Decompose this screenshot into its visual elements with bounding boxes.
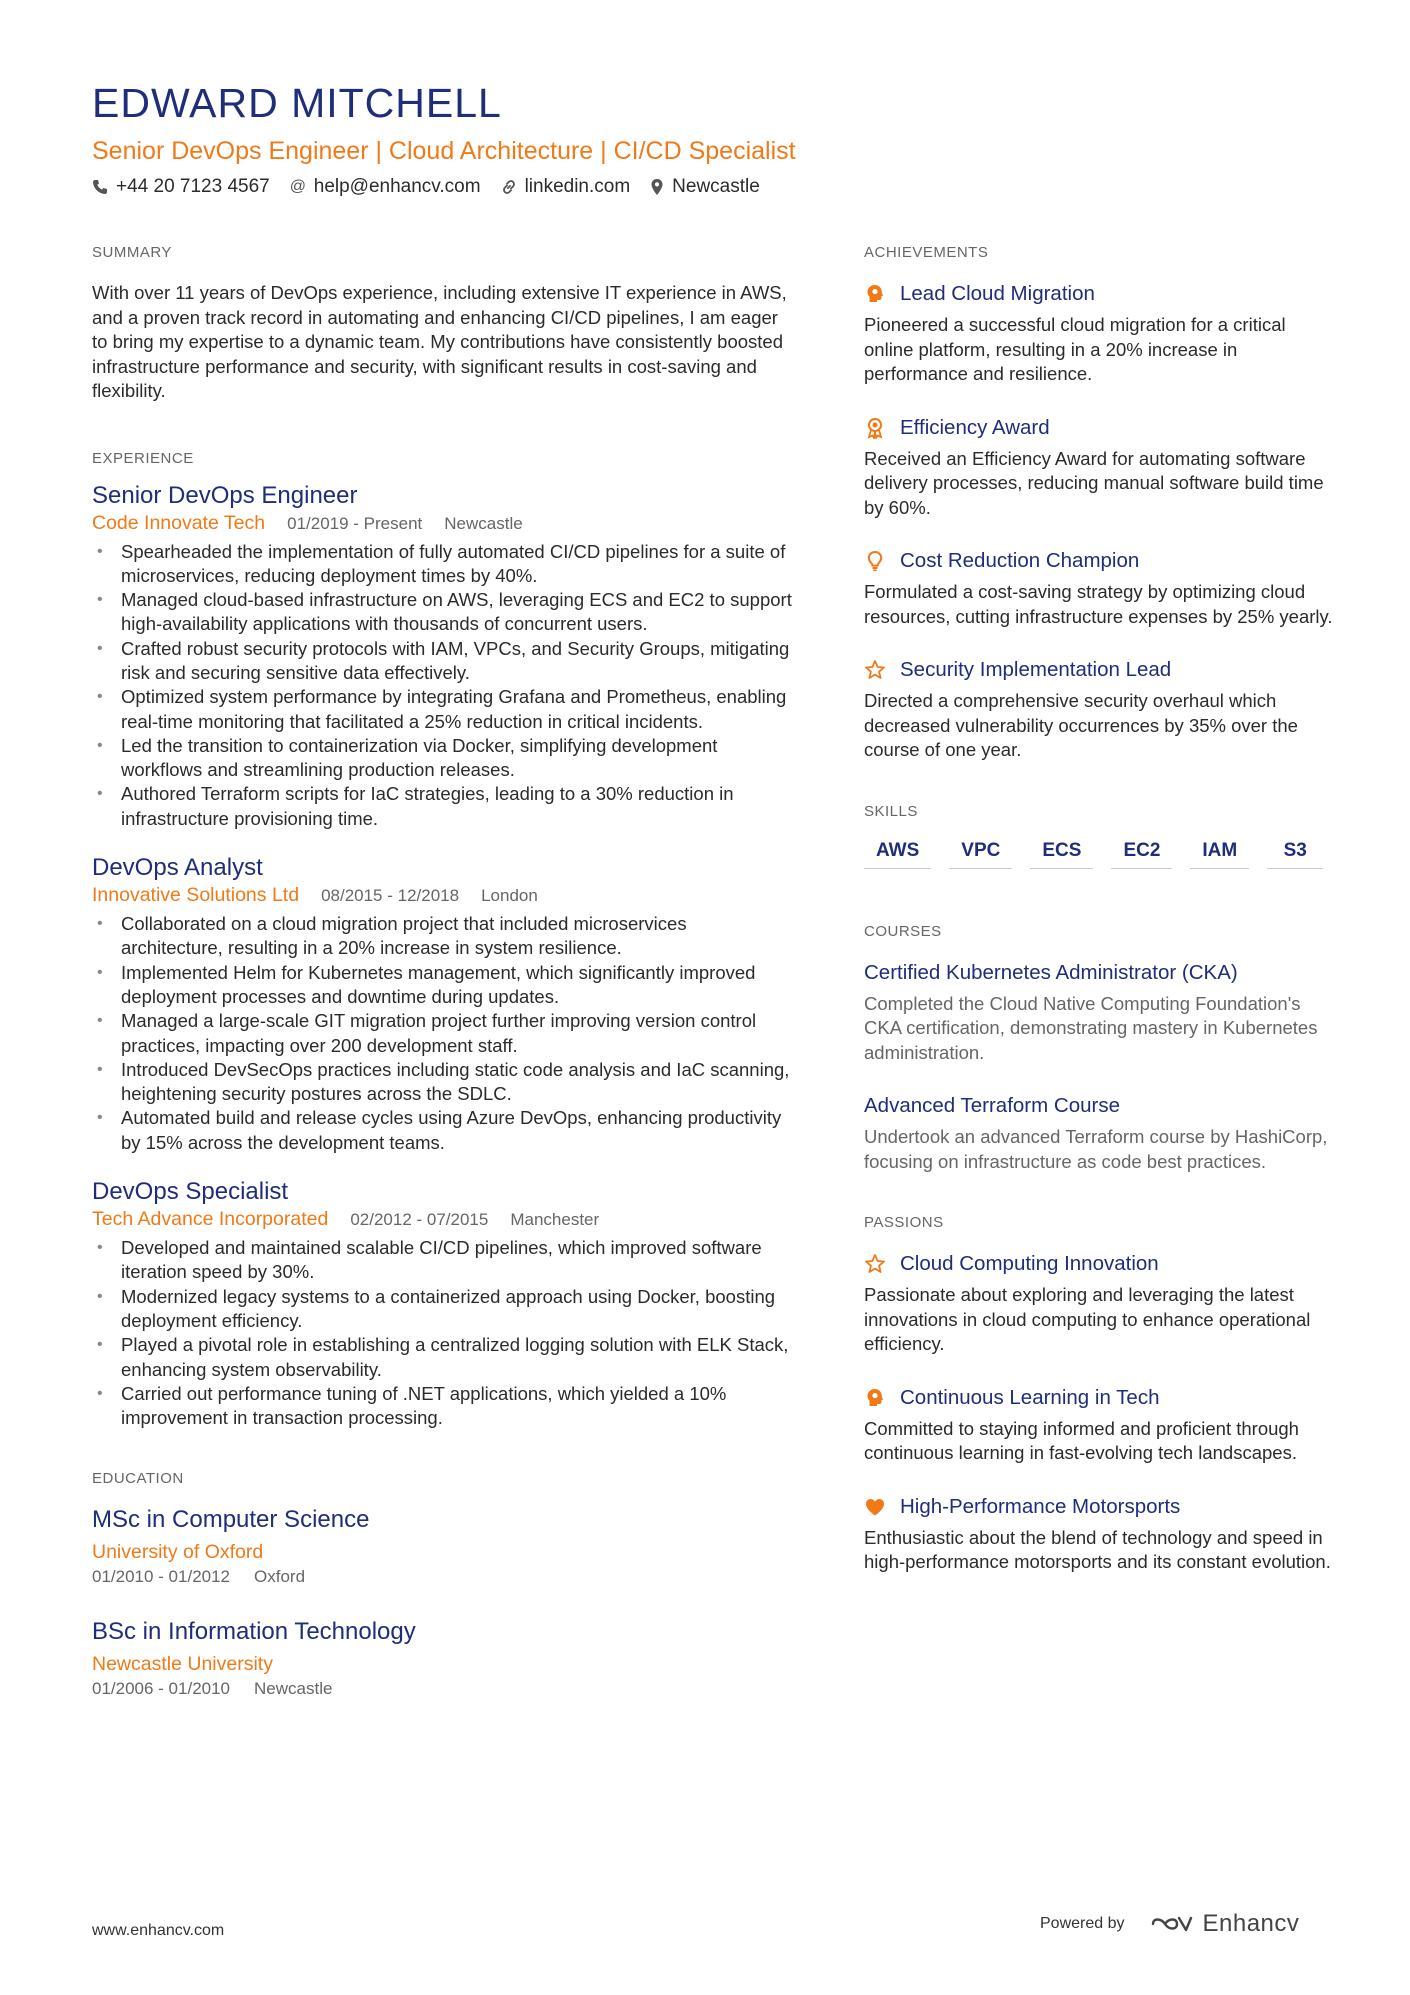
headline: Senior DevOps Engineer | Cloud Architecture | CI/CD Specialist <box>92 137 796 165</box>
job-date: 02/2012 - 07/2015 <box>350 1210 489 1230</box>
course-desc: Undertook an advanced Terraform course by HashiCorp, focusing on infrastructure as code best practices. <box>864 1126 1328 1172</box>
achievement-item <box>864 415 1334 521</box>
job-entry <box>92 853 792 1155</box>
job-bullet: • Led the transition to containerization via Docker, simplifying development workflows and streamlining production releases. <box>92 734 792 783</box>
star-icon <box>864 659 886 681</box>
contact-location-text: Newcastle <box>672 176 760 197</box>
footer-branding <box>1040 1910 1299 1938</box>
passion-head <box>864 1385 1334 1411</box>
powered-by-label: Powered by <box>1040 1915 1125 1932</box>
achievement-item <box>864 281 1334 387</box>
skill-tag: EC2 <box>1111 840 1172 869</box>
education-meta <box>92 1565 792 1589</box>
location-icon <box>650 178 664 196</box>
job-bullet: • Spearheaded the implementation of fully automated CI/CD pipelines for a suite of microservices, reducing deployment times by 40%. <box>92 540 792 589</box>
passion-desc: Committed to staying informed and proficient through continuous learning in fast-evolving tech landscapes. <box>864 1417 1299 1463</box>
skill-tag: AWS <box>864 840 931 869</box>
phone-icon <box>92 179 108 195</box>
job-bullets <box>92 912 792 1155</box>
skill-tag: ECS <box>1030 840 1093 869</box>
lightbulb-head-icon <box>864 283 886 305</box>
course-title: Certified Kubernetes Administrator (CKA) <box>864 960 1238 984</box>
job-company: Innovative Solutions Ltd <box>92 884 300 907</box>
experience-section <box>92 450 792 1431</box>
job-bullets <box>92 540 792 832</box>
passions-section <box>864 1214 1334 1575</box>
courses-section <box>864 923 1334 1175</box>
link-icon <box>501 179 517 195</box>
achievement-desc: Formulated a cost-saving strategy by optimizing cloud resources, cutting infrastructure expenses by 25% yearly. <box>864 581 1333 627</box>
job-title: Senior DevOps Engineer <box>92 481 358 509</box>
education-date: 01/2006 - 01/2010 <box>92 1679 231 1699</box>
job-location: London <box>481 886 538 906</box>
education-section <box>92 1470 792 1701</box>
passion-title: Cloud Computing Innovation <box>900 1252 1159 1275</box>
job-bullet: • Introduced DevSecOps practices including static code analysis and IaC scanning, heightening security postures across the SDLC. <box>92 1058 792 1107</box>
job-bullet: • Managed a large-scale GIT migration project further improving version control practices, impacting over 200 development staff. <box>92 1009 792 1058</box>
course-desc: Completed the Cloud Native Computing Foundation's CKA certification, demonstrating mastery in Kubernetes administration. <box>864 992 1318 1063</box>
achievement-title: Security Implementation Lead <box>900 658 1172 681</box>
brand-name: Enhancv <box>1202 1910 1300 1937</box>
passion-item <box>864 1385 1334 1466</box>
job-bullet: • Optimized system performance by integrating Grafana and Prometheus, enabling real-time monitoring that facilitated a 25% reduction in critical incidents. <box>92 685 792 734</box>
brand-logo[interactable] <box>1149 1910 1300 1938</box>
contact-phone <box>92 176 270 198</box>
achievement-title: Cost Reduction Champion <box>900 549 1140 572</box>
job-date: 08/2015 - 12/2018 <box>321 886 460 906</box>
achievement-title: Efficiency Award <box>900 415 1050 439</box>
job-location: Manchester <box>510 1210 600 1230</box>
job-location: Newcastle <box>444 513 523 533</box>
skills-list <box>864 840 1334 869</box>
lightbulb-head-icon <box>864 1387 886 1409</box>
passion-desc: Passionate about exploring and leveraging the latest innovations in cloud computing to enhance operational efficiency. <box>864 1284 1311 1354</box>
education-entry <box>92 1505 792 1589</box>
education-school: University of Oxford <box>92 1541 264 1564</box>
job-bullet: • Developed and maintained scalable CI/CD pipelines, which improved software iteration speed by 30%. <box>92 1236 792 1285</box>
passion-title: High-Performance Motorsports <box>900 1494 1181 1518</box>
achievement-desc: Directed a comprehensive security overhaul which decreased vulnerability occurrences by 35% over the course of one year. <box>864 690 1298 760</box>
achievement-head <box>864 281 1334 307</box>
education-location: Oxford <box>254 1567 306 1587</box>
enhancv-logo-icon <box>1149 1912 1193 1936</box>
job-meta <box>92 1207 792 1232</box>
job-bullet: • Managed cloud-based infrastructure on AWS, leveraging ECS and EC2 to support high-availability applications with thousands of concurrent users. <box>92 588 792 637</box>
passion-head <box>864 1251 1334 1277</box>
achievement-item <box>864 657 1334 763</box>
summary-heading: SUMMARY <box>92 244 172 261</box>
job-bullet: • Implemented Helm for Kubernetes management, which significantly improved deployment processes and downtime during updates. <box>92 961 792 1010</box>
experience-heading: EXPERIENCE <box>92 449 194 467</box>
achievement-desc: Pioneered a successful cloud migration for a critical online platform, resulting in a 20% increase in performance and resilience. <box>864 314 1286 384</box>
achievement-item <box>864 548 1334 629</box>
job-bullet: • Carried out performance tuning of .NET applications, which yielded a 10% improvement in transaction processing. <box>92 1382 792 1431</box>
footer-website[interactable]: www.enhancv.com <box>92 1922 225 1939</box>
job-entry <box>92 1177 792 1430</box>
job-company: Code Innovate Tech <box>92 511 266 534</box>
achievement-head <box>864 657 1334 683</box>
summary-text: With over 11 years of DevOps experience, including extensive IT experience in AWS, and a proven track record in automating and enhancing CI/CD pipelines, I am eager to bring my expertise to a dynamic team. My contributions have consistently boosted infrastructure performance and security, with significant results in cost-saving and flexibility. <box>92 282 787 401</box>
contact-linkedin[interactable] <box>501 176 631 198</box>
at-icon: @ <box>289 178 306 195</box>
contact-bar <box>92 176 760 198</box>
passion-item <box>864 1494 1334 1575</box>
job-meta <box>92 511 792 536</box>
education-degree: MSc in Computer Science <box>92 1506 370 1534</box>
contact-location <box>650 176 760 198</box>
education-school: Newcastle University <box>92 1653 273 1676</box>
achievement-head <box>864 415 1334 441</box>
job-bullet: • Collaborated on a cloud migration project that included microservices architecture, resulting in a 20% increase in system resilience. <box>92 912 792 961</box>
education-meta <box>92 1677 792 1701</box>
job-entry <box>92 481 792 832</box>
education-location: Newcastle <box>254 1679 333 1699</box>
contact-phone-text: +44 20 7123 4567 <box>116 176 270 197</box>
passions-heading: PASSIONS <box>864 1214 944 1231</box>
summary-section <box>92 244 792 404</box>
contact-linkedin-text[interactable]: linkedin.com <box>524 176 631 197</box>
education-heading: EDUCATION <box>92 1470 184 1488</box>
contact-email[interactable] <box>290 176 481 198</box>
achievement-head <box>864 548 1334 574</box>
job-date: 01/2019 - Present <box>287 513 423 533</box>
education-entry <box>92 1617 792 1701</box>
job-bullet: • Automated build and release cycles using Azure DevOps, enhancing productivity by 15% across the development teams. <box>92 1106 792 1155</box>
passion-item <box>864 1251 1334 1357</box>
courses-heading: COURSES <box>864 922 942 940</box>
candidate-name: EDWARD MITCHELL <box>92 80 502 126</box>
passion-title: Continuous Learning in Tech <box>900 1385 1160 1409</box>
lightbulb-icon <box>864 550 886 572</box>
award-icon <box>864 417 886 439</box>
achievements-heading: ACHIEVEMENTS <box>864 244 989 261</box>
left-column <box>92 244 792 1747</box>
skill-tag: IAM <box>1190 840 1249 869</box>
skills-section <box>864 803 1334 869</box>
passion-head <box>864 1494 1334 1520</box>
job-company: Tech Advance Incorporated <box>92 1208 329 1231</box>
skills-heading: SKILLS <box>864 802 918 820</box>
achievement-desc: Received an Efficiency Award for automating software delivery processes, reducing manual software build time by 60%. <box>864 447 1324 518</box>
job-bullets <box>92 1236 792 1430</box>
job-title: DevOps Analyst <box>92 854 263 882</box>
right-column <box>864 244 1334 1621</box>
job-title: DevOps Specialist <box>92 1178 289 1206</box>
job-bullet: • Modernized legacy systems to a containerized approach using Docker, boosting deployment efficiency. <box>92 1285 792 1334</box>
star-icon <box>864 1253 886 1275</box>
course-title: Advanced Terraform Course <box>864 1094 1120 1117</box>
education-degree: BSc in Information Technology <box>92 1618 416 1646</box>
achievements-section <box>864 244 1334 763</box>
job-bullet: • Crafted robust security protocols with IAM, VPCs, and Security Groups, mitigating risk and securing sensitive data effectively. <box>92 637 792 686</box>
course-item <box>864 960 1334 1066</box>
job-bullet: • Played a pivotal role in establishing a centralized logging solution with ELK Stack, enhancing system observability. <box>92 1333 792 1382</box>
heart-icon <box>864 1496 886 1518</box>
passion-desc: Enthusiastic about the blend of technology and speed in high-performance motorsports and its constant evolution. <box>864 1526 1331 1572</box>
skill-tag: S3 <box>1267 840 1323 869</box>
skill-tag: VPC <box>949 840 1012 869</box>
contact-email-text[interactable]: help@enhancv.com <box>313 176 481 197</box>
course-item <box>864 1093 1334 1174</box>
education-date: 01/2010 - 01/2012 <box>92 1567 231 1587</box>
job-bullet: • Authored Terraform scripts for IaC strategies, leading to a 30% reduction in infrastructure provisioning time. <box>92 782 792 831</box>
job-meta <box>92 883 792 908</box>
achievement-title: Lead Cloud Migration <box>900 282 1095 305</box>
